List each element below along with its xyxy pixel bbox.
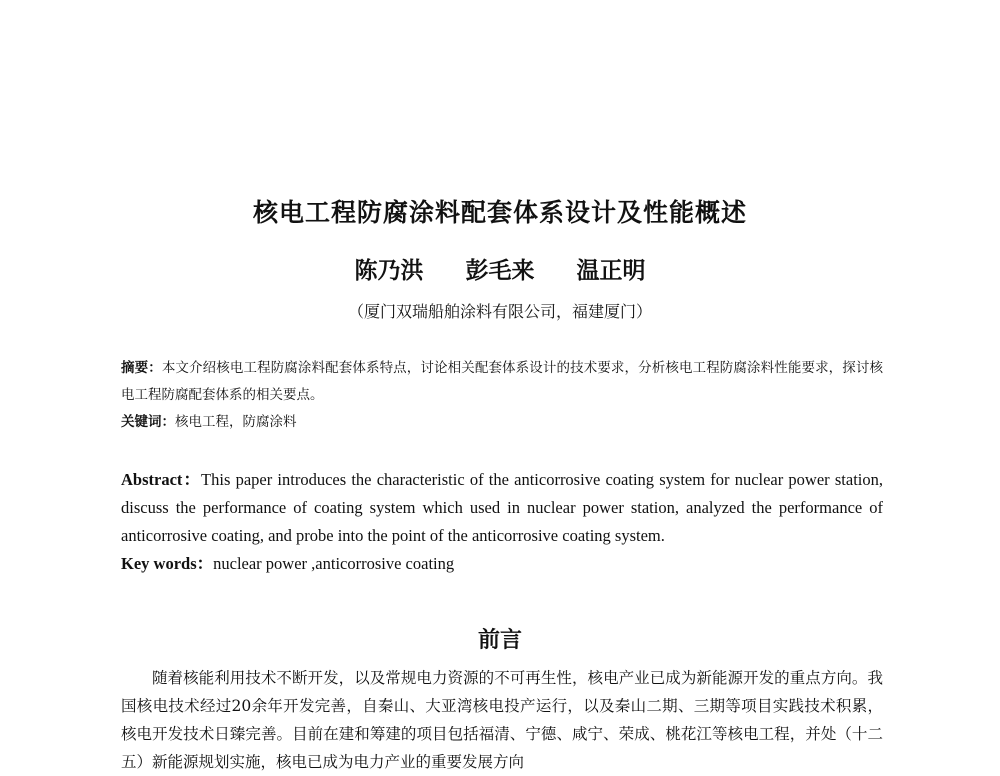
chinese-abstract-block [121,355,883,436]
paper-title: 核电工程防腐涂料配套体系设计及性能概述 [252,198,747,227]
author-name: 彭毛来 [465,257,535,284]
affiliation: （厦门双瑞船舶涂料有限公司，福建厦门） [347,302,652,321]
chinese-abstract [121,355,883,409]
english-keywords [121,550,883,578]
author-list [0,252,1000,285]
chinese-abstract-text: 本文介绍核电工程防腐涂料配套体系特点，讨论相关配套体系设计的技术要求，分析核电工程防腐涂料性能要求，探讨核电工程防腐配套体系的相关要点。 [121,360,883,403]
chinese-keywords-label: 关键词： [121,414,175,430]
english-keywords-label: Key words： [121,554,214,573]
author-name: 陈乃洪 [354,257,424,284]
chinese-abstract-label: 摘要： [121,360,162,376]
english-abstract-label: Abstract： [121,470,202,489]
english-abstract-text: This paper introduces the characteristic of the anticorrosive coating system for nuclear power station, discuss the performance of coating system which used in nuclear power station, analyzed the performance of anticorrosive coating, and probe into the point of the anticorrosive coating system. [121,470,883,545]
author-name: 温正明 [576,257,646,284]
chinese-keywords [121,409,883,436]
english-abstract-block [121,466,883,578]
english-abstract [121,466,883,550]
intro-paragraph: 随着核能利用技术不断开发，以及常规电力资源的不可再生性，核电产业已成为新能源开发的重点方向。我国核电技术经过20余年开发完善，自秦山、大亚湾核电投产运行，以及秦山二期、三期等项目实践技术积累，核电开发技术日臻完善。目前在建和筹建的项目包括福清、宁德、咸宁、荣成、桃花江等核电工程，并处（十二五）新能源规划实施，核电已成为电力产业的重要发展方向 [121,669,883,771]
section-heading: 前言 [477,628,522,653]
chinese-keywords-text: 核电工程，防腐涂料 [175,414,297,430]
english-keywords-text: nuclear power ,anticorrosive coating [213,554,455,573]
